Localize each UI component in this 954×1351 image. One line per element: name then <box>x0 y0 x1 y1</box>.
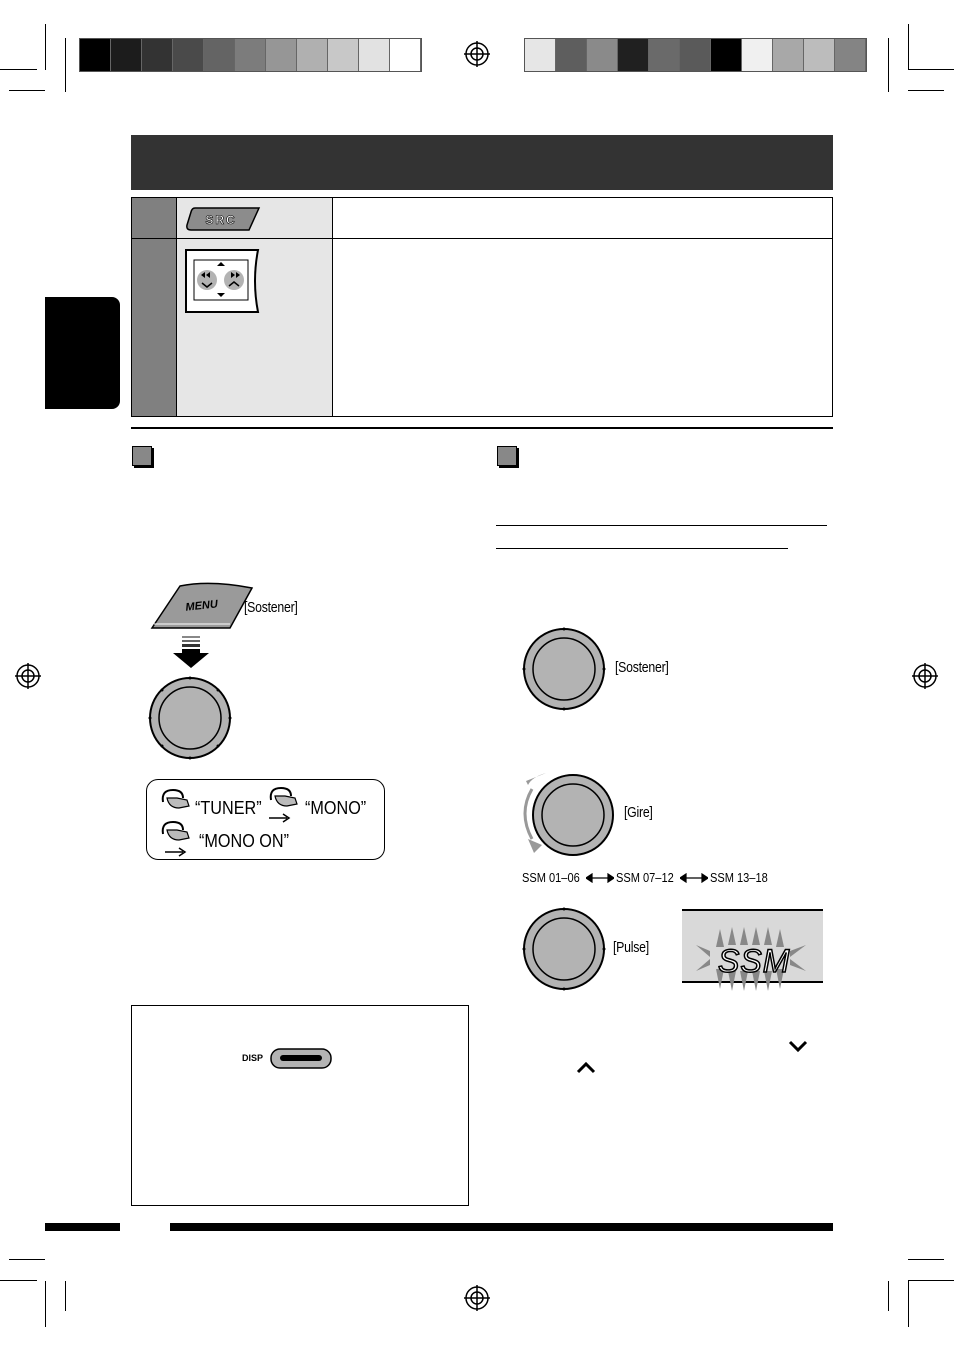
color-swatch <box>235 39 266 71</box>
crop-mark <box>888 38 889 92</box>
footer-bar-left <box>45 1223 120 1231</box>
ssm-range-3: SSM 13–18 <box>710 870 768 885</box>
lcd-display <box>682 909 823 983</box>
crop-mark <box>908 24 909 70</box>
control-dial-icon <box>147 675 233 761</box>
chevron-up-icon <box>576 1061 596 1075</box>
section-divider <box>131 427 833 429</box>
turn-dial-hand-icon <box>159 786 193 812</box>
chevron-down-icon <box>788 1039 808 1053</box>
registration-mark-icon <box>464 41 490 67</box>
ssm-range-1: SSM 01–06 <box>522 870 580 885</box>
rotate-dial-icon <box>518 769 618 861</box>
menu-button-label: MENU <box>184 598 219 614</box>
bubble-tuner-text: “TUNER” <box>195 798 262 818</box>
section-header-bar <box>131 135 833 190</box>
section-square-icon <box>497 446 517 466</box>
crop-mark <box>908 1280 954 1281</box>
disp-button-label: DISP <box>242 1053 264 1063</box>
color-swatch <box>773 39 804 71</box>
double-arrow-icon <box>680 873 708 883</box>
color-swatch <box>328 39 359 71</box>
text-rule <box>496 548 788 549</box>
color-swatch <box>742 39 773 71</box>
crop-mark <box>9 1259 45 1260</box>
dial-press-label: [Pulse] <box>613 939 649 956</box>
info-box <box>131 1005 469 1206</box>
disp-button-icon <box>270 1047 332 1071</box>
color-swatch <box>804 39 835 71</box>
color-swatch <box>111 39 142 71</box>
color-swatch <box>835 39 866 71</box>
language-side-tab <box>45 297 120 409</box>
crop-mark <box>65 1281 66 1311</box>
ssm-range-2: SSM 07–12 <box>616 870 674 885</box>
menu-hold-label: [Sostener] <box>244 599 298 616</box>
crop-mark <box>908 69 954 70</box>
color-swatch <box>556 39 587 71</box>
color-swatch <box>649 39 680 71</box>
crop-mark <box>45 24 46 70</box>
registration-mark-icon <box>464 1285 490 1311</box>
turn-select-hand-icon <box>159 818 193 858</box>
menu-sequence-bubble <box>146 779 385 860</box>
color-swatch <box>204 39 235 71</box>
dial-hold-label: [Sostener] <box>615 659 669 676</box>
lcd-ssm-text: SSM <box>718 943 791 979</box>
registration-mark-icon <box>912 663 938 689</box>
bubble-mono-on-text: “MONO ON” <box>199 831 289 851</box>
operation-table <box>131 197 833 417</box>
color-swatch <box>297 39 328 71</box>
color-swatch <box>390 39 421 71</box>
down-arrow-icon <box>172 636 210 670</box>
color-swatch <box>525 39 556 71</box>
color-swatch <box>680 39 711 71</box>
crop-mark <box>908 1259 944 1260</box>
color-swatch <box>618 39 649 71</box>
color-swatch <box>711 39 742 71</box>
src-button-icon <box>185 206 261 232</box>
color-swatch <box>266 39 297 71</box>
crop-mark <box>0 1280 37 1281</box>
section-square-icon <box>132 446 152 466</box>
footer-bar-right <box>170 1223 833 1231</box>
color-swatch <box>173 39 204 71</box>
color-swatch <box>142 39 173 71</box>
menu-button-icon <box>150 582 254 632</box>
color-calibration-bar-left <box>79 38 422 72</box>
color-swatch <box>359 39 390 71</box>
table-row-divider <box>132 238 832 239</box>
color-swatch <box>80 39 111 71</box>
text-rule <box>496 525 827 526</box>
src-button-label: SRC <box>205 213 237 227</box>
crop-mark <box>65 38 66 92</box>
registration-mark-icon <box>15 663 41 689</box>
crop-mark <box>45 1281 46 1327</box>
crop-mark <box>0 69 37 70</box>
color-swatch <box>587 39 618 71</box>
control-pad-icon <box>184 248 264 314</box>
control-dial-icon <box>522 907 606 991</box>
control-dial-icon <box>522 627 606 711</box>
turn-select-hand-icon <box>267 784 301 824</box>
bubble-mono-text: “MONO” <box>305 798 367 818</box>
dial-turn-label: [Gire] <box>624 804 653 821</box>
crop-mark <box>908 90 944 91</box>
crop-mark <box>9 90 45 91</box>
color-calibration-bar-right <box>524 38 867 72</box>
double-arrow-icon <box>586 873 614 883</box>
crop-mark <box>908 1281 909 1327</box>
table-step-column <box>132 198 177 416</box>
crop-mark <box>888 1281 889 1311</box>
